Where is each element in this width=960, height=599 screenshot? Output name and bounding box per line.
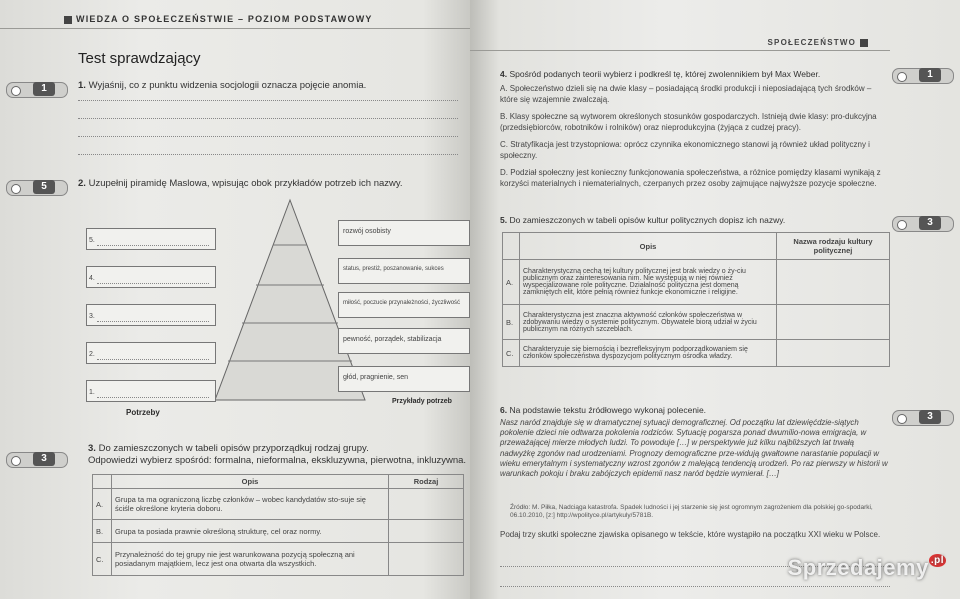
row-description: Przynależność do tej grupy nie jest warunkowana pozycją społeczną ani posiadanym majątkiem, lecz jest ona otwarta dla wszystkich. [112,543,389,576]
table-header-opis: Opis [112,475,389,489]
row-letter: A. [93,489,112,520]
level-label: 1. [89,389,95,396]
answer-line[interactable] [78,136,458,137]
answer-line[interactable] [78,154,458,155]
question-1 [78,80,458,92]
left-header-text: WIEDZA O SPOŁECZEŃSTWIE – POZIOM PODSTAWOWY [76,14,373,24]
table-row [503,340,890,367]
points-badge-3 [6,452,68,468]
left-running-header [60,14,373,24]
row-description: Grupa ta posiada prawnie określoną strukturę, cel oraz normy. [112,520,389,543]
question-6 [500,404,880,416]
row-letter: A. [503,260,520,305]
badge-number: 1 [919,68,941,82]
badge-dot-icon [897,72,907,82]
row-letter: C. [93,543,112,576]
pyramid-example-2 [338,328,470,354]
q1-number: 1. [78,80,86,91]
example-text: pewność, porządek, stabilizacja [343,336,442,343]
q6-source-text: Nasz naród znajduje się w dramatycznej sytuacji demograficznej. Od początku lat dziewięćdzie-siątych pokolenie dzieci nie odtwarza pokolenia rodziców. Sytuację pogarsza ponad dwumilio-nowa emigracja, w przeważającej mierze młodych ludzi. To powoduje […] w perspektywie już kilku najbliższych lat trwałą nadwyżkę zgonów nad urodzeniami. Prognozy demograficzne prze-widują gwałtowne narastanie populacji w wieku emerytalnym i systematyczny wzrost zgonów z malejącą tendencją urodzeń. Po raz pierwszy w historii w warunkach pokoju i braku zabójczych epidemii nasz naród będzie wymierał. […] [500,418,888,479]
q2-text: Uzupełnij piramidę Maslowa, wpisując obok przykładów potrzeb ich nazwy. [88,178,403,189]
q4-option-a[interactable]: A. Społeczeństwo dzieli się na dwie klasy – posiadającą środki produkcji i nieposiadającą tych środków – które się wzajemnie zwalczają. [500,84,872,104]
header-square-icon [64,16,72,24]
points-badge-3 [892,410,954,426]
row-letter: B. [93,520,112,543]
row-description: Grupa ta ma ograniczoną liczbę członków – wobec kandydatów sto-suje się ściśle określone kryteria doboru. [112,489,389,520]
table-row [93,520,464,543]
q6-number: 6. [500,405,508,415]
question-2 [78,178,458,190]
pyramid-answer-4[interactable] [86,266,216,288]
q6-text: Na podstawie tekstu źródłowego wykonaj polecenie. [509,405,707,415]
answer-cell[interactable] [777,340,890,367]
pyramid-caption-left: Potrzeby [126,408,160,417]
points-badge-3 [892,216,954,232]
q6-task: Podaj trzy skutki społeczne zjawiska opisanego w tekście, które wystąpiło na początku XXI wieku w Polsce. [500,530,881,539]
pyramid-answer-2[interactable] [86,342,216,364]
level-label: 2. [89,351,95,358]
q2-number: 2. [78,178,86,189]
pyramid-caption-right: Przykłady potrzeb [392,398,452,405]
answer-line[interactable] [500,586,890,587]
q3-options-text: Odpowiedzi wybierz spośród: formalna, nieformalna, ekskluzywna, pierwotna, inkluzywna. [88,455,467,466]
badge-dot-icon [11,86,21,96]
answer-line[interactable] [78,118,458,119]
badge-dot-icon [11,184,21,194]
q4-option-b[interactable]: B. Klasy społeczne są wytworem określonych stosunków gospodarczych. Istnieją dwie klasy: pro-dukcyjna (przedsiębiorców, robotników i rolników) oraz nieprodukcyjna (żyjąca z cudzej pracy). [500,112,877,132]
right-header-text: SPOŁECZEŃSTWO [767,38,856,47]
answer-cell[interactable] [389,543,464,576]
header-square-icon [860,39,868,47]
example-text: miłość, poczucie przynależności, życzliwość [343,300,461,306]
points-badge-1 [6,82,68,98]
pyramid-example-4 [338,258,470,284]
q4-text: Spośród podanych teorii wybierz i podkreśl tę, której zwolennikiem był Max Weber. [509,69,821,79]
left-page [0,0,470,599]
pyramid-example-3 [338,292,470,318]
table-header-empty [93,475,112,489]
table-header-empty [503,233,520,260]
table-header-row [503,233,890,260]
q4-option-c[interactable]: C. Stratyfikacja jest trzystopniowa: oprócz czynnika ekonomicznego stanowi ją również układ polityczny i społeczny. [500,140,870,160]
watermark-suffix: .pl [930,555,944,566]
answer-cell[interactable] [777,260,890,305]
row-description: Charakterystyczną cechą tej kultury politycznej jest brak wiedzy o ży-ciu publicznym oraz zainteresowania nim. Nie występują w niej również wyspecjalizowane role polityczne. Działalność polityczna jest domeną zamkniętych elit, które pełnią również funkcje ekonomiczne i religijne. [520,260,777,305]
q6-citation: Źródło: M. Piłka, Nadciąga katastrofa. Spadek ludności i jej starzenie się jest ogromnym zagrożeniem dla polskiej go-spodarki, 06.10.2010, [z:] http://wpolityce.pl/artykuly/5781B. [510,504,873,519]
level-label: 4. [89,275,95,282]
watermark-text: Sprzedajemy [787,555,929,580]
badge-number: 3 [33,452,55,466]
badge-dot-icon [11,456,21,466]
answer-line [97,283,209,284]
example-text: głód, pragnienie, sen [343,374,408,381]
level-label: 5. [89,237,95,244]
level-label: 3. [89,313,95,320]
answer-line [97,397,209,398]
example-text: rozwój osobisty [343,228,391,235]
points-badge-5 [6,180,68,196]
question-4 [500,68,880,80]
answer-cell[interactable] [389,489,464,520]
pyramid-example-5 [338,220,470,246]
row-description: Charakteryzuje się biernością i bezrefleksyjnym podporządkowaniem się członków społeczeństwa dyspozycjom politycznym ośrodka władzy. [520,340,777,367]
row-letter: C. [503,340,520,367]
points-badge-1 [892,68,954,84]
q1-text: Wyjaśnij, co z punktu widzenia socjologii oznacza pojęcie anomia. [88,80,367,91]
table-row [503,260,890,305]
table-row [93,489,464,520]
pyramid-answer-3[interactable] [86,304,216,326]
q3-text: Do zamieszczonych w tabeli opisów przyporządkuj rodzaj grupy. [98,443,369,454]
table-header-row [93,475,464,489]
answer-line[interactable] [78,100,458,101]
badge-number: 5 [33,180,55,194]
q5-number: 5. [500,215,508,225]
q3-number: 3. [88,443,96,454]
table-row [93,543,464,576]
table-header-rodzaj: Rodzaj [389,475,464,489]
answer-line [97,321,209,322]
watermark-logo [788,555,946,581]
answer-line [97,359,209,360]
badge-dot-icon [897,220,907,230]
page-title: Test sprawdzający [78,50,201,67]
q5-text: Do zamieszczonych w tabeli opisów kultur politycznych dopisz ich nazwy. [509,215,786,225]
right-page [470,0,960,599]
pyramid-example-1 [338,366,470,392]
q4-number: 4. [500,69,508,79]
pyramid-answer-5[interactable] [86,228,216,250]
row-letter: B. [503,305,520,340]
q4-option-d[interactable]: D. Podział społeczny jest konieczny funkcjonowania społeczeństwa, a różnice pomiędzy klasami wynikają z korzyści materialnych i niematerialnych, czerpanych przez osoby zajmujące najwyższe pozycje społeczne. [500,168,881,188]
pyramid-answer-1[interactable] [86,380,216,402]
answer-line [97,245,209,246]
question-5 [500,214,880,226]
example-text: status, prestiż, poszanowanie, sukces [343,266,444,272]
badge-number: 1 [33,82,55,96]
table-row [503,305,890,340]
answer-cell[interactable] [777,305,890,340]
header-rule [0,28,470,29]
answer-cell[interactable] [389,520,464,543]
question-3 [88,443,468,467]
table-header-opis: Opis [520,233,777,260]
right-running-header [768,38,873,47]
table-header-nazwa: Nazwa rodzaju kultury politycznej [777,233,890,260]
badge-number: 3 [919,410,941,424]
q5-table [502,232,890,367]
badge-number: 3 [919,216,941,230]
badge-dot-icon [897,414,907,424]
row-description: Charakterystyczna jest znaczna aktywność członków społeczeństwa w zdobywaniu wiedzy o systemie politycznym. Obywatele biorą udział w życiu publicznym na różnych szczeblach. [520,305,777,340]
header-rule [470,50,890,51]
q3-table [92,474,464,576]
